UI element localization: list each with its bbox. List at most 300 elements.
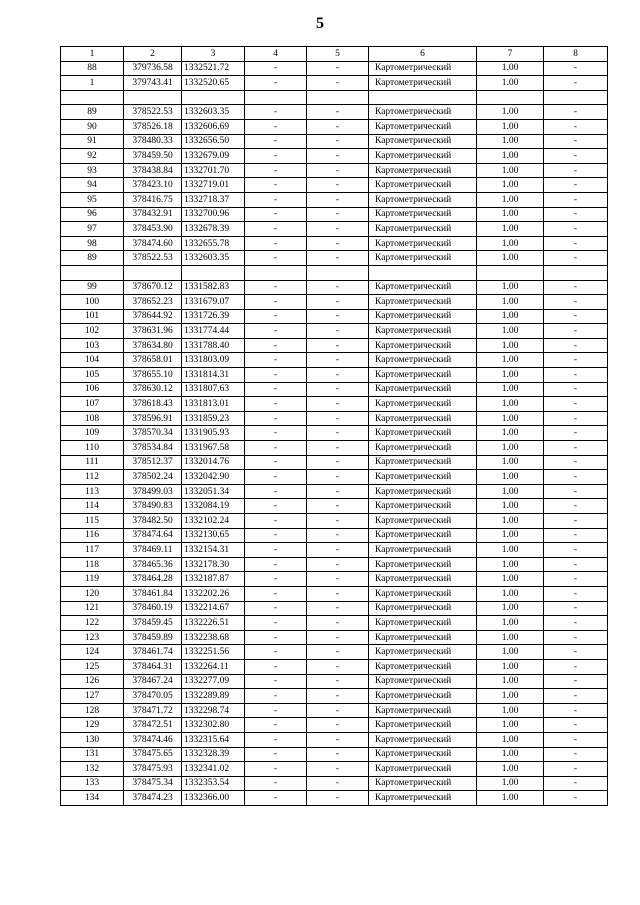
cell-y-coordinate: 1332315.64 [182, 732, 245, 747]
cell-method: Картометрический [369, 557, 477, 572]
cell-accuracy: 1.00 [477, 484, 544, 499]
cell-col-4: - [245, 601, 307, 616]
cell-accuracy: 1.00 [477, 732, 544, 747]
cell-x-coordinate: 378631.96 [124, 324, 182, 339]
cell-accuracy: 1.00 [477, 382, 544, 397]
cell-col-4: - [245, 353, 307, 368]
cell-col-8: - [544, 426, 608, 441]
cell-col-5 [307, 90, 369, 105]
cell-col-4 [245, 265, 307, 280]
cell-col-5: - [307, 586, 369, 601]
cell-x-coordinate: 378474.64 [124, 528, 182, 543]
cell-y-coordinate: 1332603.35 [182, 251, 245, 266]
cell-y-coordinate: 1332178.30 [182, 557, 245, 572]
cell-col-5: - [307, 470, 369, 485]
cell-x-coordinate: 378634.80 [124, 338, 182, 353]
cell-method: Картометрический [369, 616, 477, 631]
cell-method: Картометрический [369, 134, 477, 149]
header-cell: 4 [245, 47, 307, 62]
cell-accuracy: 1.00 [477, 572, 544, 587]
cell-accuracy [477, 90, 544, 105]
cell-x-coordinate: 378460.19 [124, 601, 182, 616]
cell-y-coordinate: 1331679.07 [182, 295, 245, 310]
table-row [61, 616, 608, 631]
cell-y-coordinate: 1332130.65 [182, 528, 245, 543]
table-row [61, 411, 608, 426]
table-body [61, 47, 608, 806]
cell-point-number: 127 [61, 689, 124, 704]
cell-point-number: 89 [61, 105, 124, 120]
cell-col-4: - [245, 674, 307, 689]
cell-col-4: - [245, 426, 307, 441]
cell-point-number: 107 [61, 397, 124, 412]
cell-col-5: - [307, 163, 369, 178]
cell-accuracy: 1.00 [477, 426, 544, 441]
cell-x-coordinate: 379743.41 [124, 76, 182, 91]
cell-y-coordinate: 1332341.02 [182, 762, 245, 777]
table-row [61, 499, 608, 514]
cell-col-4: - [245, 163, 307, 178]
cell-y-coordinate: 1332187.87 [182, 572, 245, 587]
cell-col-5: - [307, 630, 369, 645]
cell-col-8: - [544, 178, 608, 193]
cell-col-4: - [245, 718, 307, 733]
cell-col-4: - [245, 324, 307, 339]
cell-y-coordinate: 1332042.90 [182, 470, 245, 485]
header-cell: 2 [124, 47, 182, 62]
cell-col-8: - [544, 616, 608, 631]
cell-col-4: - [245, 616, 307, 631]
cell-accuracy: 1.00 [477, 528, 544, 543]
cell-col-8: - [544, 338, 608, 353]
cell-col-4: - [245, 747, 307, 762]
cell-method: Картометрический [369, 776, 477, 791]
cell-method: Картометрический [369, 732, 477, 747]
cell-y-coordinate [182, 265, 245, 280]
cell-col-5: - [307, 689, 369, 704]
cell-col-5: - [307, 776, 369, 791]
cell-point-number: 102 [61, 324, 124, 339]
cell-x-coordinate: 378467.24 [124, 674, 182, 689]
cell-y-coordinate: 1332214.67 [182, 601, 245, 616]
cell-col-4 [245, 90, 307, 105]
cell-col-8: - [544, 514, 608, 529]
table-row [61, 265, 608, 280]
cell-col-8: - [544, 251, 608, 266]
cell-y-coordinate: 1331788.40 [182, 338, 245, 353]
cell-y-coordinate: 1332202.26 [182, 586, 245, 601]
cell-point-number: 99 [61, 280, 124, 295]
cell-accuracy: 1.00 [477, 338, 544, 353]
cell-method: Картометрический [369, 368, 477, 383]
cell-point-number: 88 [61, 61, 124, 76]
cell-col-5: - [307, 134, 369, 149]
cell-col-4: - [245, 134, 307, 149]
cell-point-number: 124 [61, 645, 124, 660]
cell-accuracy: 1.00 [477, 236, 544, 251]
cell-method: Картометрический [369, 222, 477, 237]
header-cell: 8 [544, 47, 608, 62]
table-row [61, 90, 608, 105]
cell-x-coordinate: 378475.65 [124, 747, 182, 762]
cell-point-number: 119 [61, 572, 124, 587]
table-row [61, 295, 608, 310]
cell-col-4: - [245, 762, 307, 777]
cell-point-number: 110 [61, 441, 124, 456]
cell-col-8: - [544, 703, 608, 718]
cell-col-4: - [245, 397, 307, 412]
cell-accuracy: 1.00 [477, 557, 544, 572]
cell-x-coordinate: 378464.31 [124, 659, 182, 674]
cell-col-4: - [245, 776, 307, 791]
cell-col-5: - [307, 411, 369, 426]
table-row [61, 572, 608, 587]
table-row [61, 645, 608, 660]
cell-method: Картометрический [369, 280, 477, 295]
cell-x-coordinate: 379736.58 [124, 61, 182, 76]
cell-x-coordinate: 378461.84 [124, 586, 182, 601]
cell-accuracy: 1.00 [477, 441, 544, 456]
cell-x-coordinate: 378658.01 [124, 353, 182, 368]
cell-y-coordinate [182, 90, 245, 105]
cell-method: Картометрический [369, 61, 477, 76]
cell-accuracy: 1.00 [477, 791, 544, 806]
cell-x-coordinate: 378464.28 [124, 572, 182, 587]
cell-method: Картометрический [369, 324, 477, 339]
cell-x-coordinate: 378438.84 [124, 163, 182, 178]
cell-point-number: 122 [61, 616, 124, 631]
cell-method: Картометрический [369, 747, 477, 762]
cell-point-number: 134 [61, 791, 124, 806]
cell-accuracy: 1.00 [477, 76, 544, 91]
cell-x-coordinate: 378472.51 [124, 718, 182, 733]
table-row [61, 543, 608, 558]
cell-col-5: - [307, 645, 369, 660]
table-row [61, 791, 608, 806]
cell-accuracy: 1.00 [477, 324, 544, 339]
cell-method: Картометрический [369, 251, 477, 266]
cell-method: Картометрический [369, 192, 477, 207]
cell-y-coordinate: 1332353.54 [182, 776, 245, 791]
cell-col-8: - [544, 543, 608, 558]
cell-method: Картометрический [369, 309, 477, 324]
cell-accuracy: 1.00 [477, 149, 544, 164]
cell-col-5: - [307, 338, 369, 353]
table-row [61, 309, 608, 324]
cell-col-4: - [245, 295, 307, 310]
cell-point-number: 126 [61, 674, 124, 689]
cell-accuracy: 1.00 [477, 616, 544, 631]
cell-y-coordinate: 1332366.00 [182, 791, 245, 806]
cell-method [369, 90, 477, 105]
cell-accuracy: 1.00 [477, 455, 544, 470]
cell-y-coordinate: 1332102.24 [182, 514, 245, 529]
cell-accuracy: 1.00 [477, 192, 544, 207]
cell-col-4: - [245, 514, 307, 529]
table-row [61, 61, 608, 76]
cell-x-coordinate: 378453.90 [124, 222, 182, 237]
cell-col-8: - [544, 368, 608, 383]
cell-point-number: 104 [61, 353, 124, 368]
cell-col-8: - [544, 601, 608, 616]
table-row [61, 368, 608, 383]
cell-method: Картометрический [369, 528, 477, 543]
cell-col-4: - [245, 309, 307, 324]
cell-col-4: - [245, 236, 307, 251]
cell-point-number: 123 [61, 630, 124, 645]
cell-point-number: 121 [61, 601, 124, 616]
cell-col-4: - [245, 251, 307, 266]
cell-col-4: - [245, 192, 307, 207]
cell-col-5: - [307, 791, 369, 806]
cell-col-5: - [307, 732, 369, 747]
cell-col-4: - [245, 689, 307, 704]
cell-col-5: - [307, 119, 369, 134]
cell-method: Картометрический [369, 236, 477, 251]
cell-point-number: 130 [61, 732, 124, 747]
cell-col-8: - [544, 689, 608, 704]
cell-method: Картометрический [369, 586, 477, 601]
cell-y-coordinate: 1331859.23 [182, 411, 245, 426]
table-row [61, 105, 608, 120]
cell-x-coordinate: 378670.12 [124, 280, 182, 295]
cell-point-number: 103 [61, 338, 124, 353]
cell-method: Картометрический [369, 178, 477, 193]
cell-col-4: - [245, 630, 307, 645]
cell-col-8: - [544, 163, 608, 178]
cell-y-coordinate: 1332700.96 [182, 207, 245, 222]
table-row [61, 163, 608, 178]
cell-point-number: 115 [61, 514, 124, 529]
header-cell: 5 [307, 47, 369, 62]
cell-point-number [61, 265, 124, 280]
cell-x-coordinate: 378470.05 [124, 689, 182, 704]
cell-col-8: - [544, 776, 608, 791]
cell-col-5: - [307, 426, 369, 441]
cell-accuracy: 1.00 [477, 309, 544, 324]
cell-point-number: 113 [61, 484, 124, 499]
cell-point-number: 91 [61, 134, 124, 149]
cell-col-5: - [307, 543, 369, 558]
cell-col-5: - [307, 762, 369, 777]
cell-col-8: - [544, 236, 608, 251]
table-row [61, 353, 608, 368]
cell-col-5: - [307, 703, 369, 718]
cell-method: Картометрический [369, 338, 477, 353]
cell-col-5: - [307, 178, 369, 193]
table-row [61, 149, 608, 164]
cell-col-5: - [307, 397, 369, 412]
cell-y-coordinate: 1332084.19 [182, 499, 245, 514]
table-row [61, 659, 608, 674]
cell-x-coordinate: 378512.37 [124, 455, 182, 470]
cell-point-number: 117 [61, 543, 124, 558]
cell-x-coordinate: 378423.10 [124, 178, 182, 193]
cell-col-4: - [245, 484, 307, 499]
table-row [61, 689, 608, 704]
table-row [61, 338, 608, 353]
cell-point-number: 101 [61, 309, 124, 324]
cell-col-5: - [307, 149, 369, 164]
cell-col-4: - [245, 703, 307, 718]
table-row [61, 586, 608, 601]
cell-point-number: 133 [61, 776, 124, 791]
cell-col-8: - [544, 324, 608, 339]
cell-y-coordinate: 1332606.69 [182, 119, 245, 134]
cell-method: Картометрический [369, 353, 477, 368]
cell-col-5: - [307, 382, 369, 397]
cell-x-coordinate: 378490.83 [124, 499, 182, 514]
cell-col-8: - [544, 309, 608, 324]
cell-y-coordinate: 1332051.34 [182, 484, 245, 499]
cell-method: Картометрический [369, 645, 477, 660]
cell-col-8: - [544, 280, 608, 295]
cell-method: Картометрический [369, 397, 477, 412]
cell-col-8: - [544, 557, 608, 572]
cell-y-coordinate: 1332719.01 [182, 178, 245, 193]
cell-col-8: - [544, 659, 608, 674]
cell-y-coordinate: 1332302.80 [182, 718, 245, 733]
cell-col-5: - [307, 747, 369, 762]
cell-col-8: - [544, 295, 608, 310]
cell-accuracy: 1.00 [477, 689, 544, 704]
cell-col-8: - [544, 441, 608, 456]
cell-y-coordinate: 1331774.44 [182, 324, 245, 339]
cell-col-5: - [307, 61, 369, 76]
cell-y-coordinate: 1331803.09 [182, 353, 245, 368]
cell-method: Картометрический [369, 703, 477, 718]
table-row [61, 455, 608, 470]
cell-accuracy: 1.00 [477, 659, 544, 674]
table-row [61, 280, 608, 295]
cell-col-5: - [307, 718, 369, 733]
cell-method: Картометрический [369, 105, 477, 120]
table-row [61, 674, 608, 689]
cell-method: Картометрический [369, 470, 477, 485]
cell-col-5: - [307, 557, 369, 572]
cell-point-number: 129 [61, 718, 124, 733]
page-number: 5 [316, 15, 324, 32]
table-row [61, 747, 608, 762]
cell-col-5: - [307, 353, 369, 368]
cell-col-5: - [307, 499, 369, 514]
cell-x-coordinate: 378474.23 [124, 791, 182, 806]
cell-x-coordinate: 378474.60 [124, 236, 182, 251]
cell-point-number: 112 [61, 470, 124, 485]
cell-method: Картометрический [369, 207, 477, 222]
cell-col-5: - [307, 441, 369, 456]
cell-col-5: - [307, 192, 369, 207]
cell-x-coordinate: 378526.18 [124, 119, 182, 134]
cell-accuracy: 1.00 [477, 718, 544, 733]
cell-x-coordinate: 378522.53 [124, 105, 182, 120]
cell-method: Картометрический [369, 455, 477, 470]
table-row [61, 470, 608, 485]
cell-col-4: - [245, 119, 307, 134]
header-cell: 6 [369, 47, 477, 62]
table-row [61, 703, 608, 718]
cell-y-coordinate: 1331582.83 [182, 280, 245, 295]
cell-point-number: 128 [61, 703, 124, 718]
cell-col-5: - [307, 295, 369, 310]
cell-method: Картометрический [369, 601, 477, 616]
cell-col-4: - [245, 368, 307, 383]
cell-x-coordinate: 378652.23 [124, 295, 182, 310]
table-row [61, 207, 608, 222]
cell-point-number: 1 [61, 76, 124, 91]
cell-y-coordinate: 1332298.74 [182, 703, 245, 718]
cell-y-coordinate: 1331813.01 [182, 397, 245, 412]
cell-col-8: - [544, 747, 608, 762]
cell-col-5: - [307, 368, 369, 383]
cell-y-coordinate: 1332679.09 [182, 149, 245, 164]
cell-y-coordinate: 1332251.56 [182, 645, 245, 660]
cell-x-coordinate: 378474.46 [124, 732, 182, 747]
cell-col-8: - [544, 499, 608, 514]
cell-accuracy: 1.00 [477, 61, 544, 76]
cell-point-number: 97 [61, 222, 124, 237]
cell-point-number: 108 [61, 411, 124, 426]
cell-y-coordinate: 1332226.51 [182, 616, 245, 631]
cell-col-4: - [245, 207, 307, 222]
cell-accuracy: 1.00 [477, 776, 544, 791]
cell-point-number: 114 [61, 499, 124, 514]
cell-point-number: 105 [61, 368, 124, 383]
cell-col-8 [544, 90, 608, 105]
cell-method: Картометрический [369, 674, 477, 689]
cell-x-coordinate: 378459.50 [124, 149, 182, 164]
cell-col-5 [307, 265, 369, 280]
table-row [61, 762, 608, 777]
cell-accuracy: 1.00 [477, 368, 544, 383]
cell-x-coordinate: 378465.36 [124, 557, 182, 572]
cell-y-coordinate: 1331814.31 [182, 368, 245, 383]
cell-point-number: 90 [61, 119, 124, 134]
cell-x-coordinate: 378461.74 [124, 645, 182, 660]
cell-y-coordinate: 1332603.35 [182, 105, 245, 120]
cell-col-5: - [307, 528, 369, 543]
cell-x-coordinate: 378459.89 [124, 630, 182, 645]
cell-method: Картометрический [369, 295, 477, 310]
cell-col-4: - [245, 382, 307, 397]
cell-accuracy: 1.00 [477, 178, 544, 193]
cell-col-4: - [245, 411, 307, 426]
coordinates-table [60, 46, 608, 806]
cell-x-coordinate: 378416.75 [124, 192, 182, 207]
cell-col-4: - [245, 528, 307, 543]
cell-method: Картометрический [369, 382, 477, 397]
cell-accuracy: 1.00 [477, 645, 544, 660]
cell-accuracy: 1.00 [477, 353, 544, 368]
table-row [61, 119, 608, 134]
cell-x-coordinate [124, 90, 182, 105]
cell-point-number: 132 [61, 762, 124, 777]
cell-method: Картометрический [369, 441, 477, 456]
cell-method: Картометрический [369, 762, 477, 777]
cell-col-8: - [544, 674, 608, 689]
cell-y-coordinate: 1332520.65 [182, 76, 245, 91]
cell-accuracy: 1.00 [477, 630, 544, 645]
cell-x-coordinate: 378459.45 [124, 616, 182, 631]
cell-y-coordinate: 1331807.63 [182, 382, 245, 397]
cell-x-coordinate: 378475.93 [124, 762, 182, 777]
cell-col-4: - [245, 149, 307, 164]
cell-method: Картометрический [369, 689, 477, 704]
cell-col-8: - [544, 119, 608, 134]
cell-col-8: - [544, 718, 608, 733]
cell-col-8: - [544, 528, 608, 543]
cell-x-coordinate: 378644.92 [124, 309, 182, 324]
